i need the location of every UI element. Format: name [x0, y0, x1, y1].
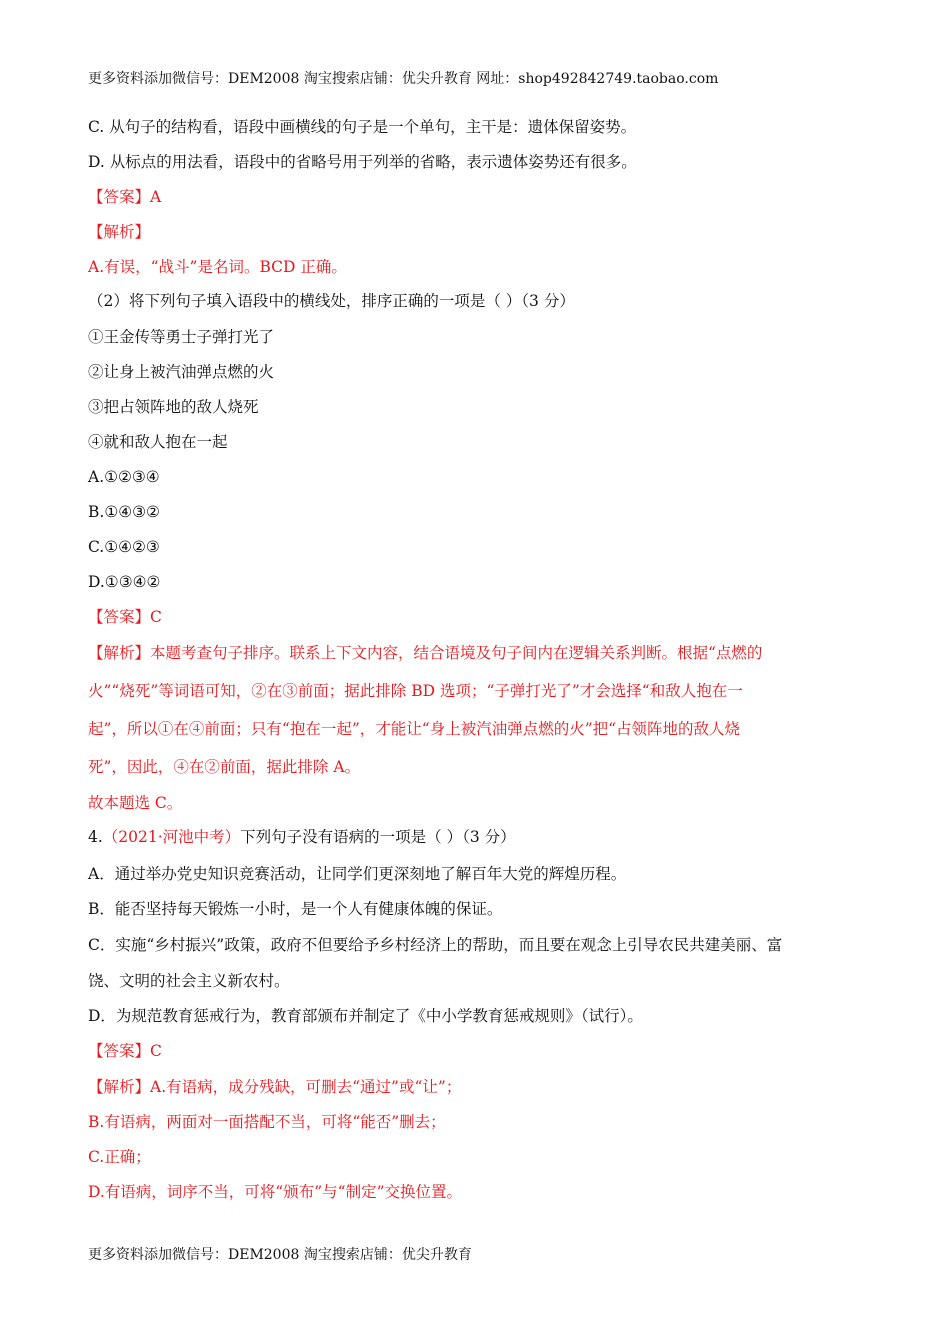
q3a-analysis-label: 【解析】 [88, 223, 151, 241]
q3b-sentence-4: ④就和敌人抱在一起 [88, 433, 228, 451]
q3b-analysis-line-1: 【解析】本题考查句子排序。联系上下文内容，结合语境及句子间内在逻辑关系判断。根据“点燃的 [88, 644, 763, 662]
q4-option-b: B．能否坚持每天锻炼一小时，是一个人有健康体魄的保证。 [88, 900, 503, 918]
q3b-analysis-line-3: 起”，所以①在④前面；只有“抱在一起”，才能让“身上被汽油弹点燃的火”把“占领阵地的敌人烧 [88, 720, 741, 738]
q4-stem: 下列句子没有语病的一项是（ ）（3 分） [240, 828, 516, 846]
q4-option-a: A．通过举办党史知识竞赛活动，让同学们更深刻地了解百年大党的辉煌历程。 [88, 865, 627, 883]
q4-analysis-line-2: B.有语病，两面对一面搭配不当，可将“能否”删去； [88, 1113, 446, 1131]
q4-analysis-line-4: D.有语病，词序不当，可将“颁布”与“制定”交换位置。 [88, 1183, 462, 1201]
q3b-sentence-2: ②让身上被汽油弹点燃的火 [88, 363, 275, 381]
q3a-option-d: D. 从标点的用法看，语段中的省略号用于列举的省略，表示遗体姿势还有很多。 [88, 153, 637, 171]
q3b-conclusion: 故本题选 C。 [88, 794, 183, 812]
q4-analysis-line-3: C.正确； [88, 1148, 151, 1166]
q4-source: （2021·河池中考） [102, 828, 241, 846]
q3b-sentence-3: ③把占领阵地的敌人烧死 [88, 398, 259, 416]
q3b-analysis-line-4: 死”，因此，④在②前面，据此排除 A。 [88, 758, 361, 776]
q3b-sentence-1: ①王金传等勇士子弹打光了 [88, 328, 275, 346]
q3b-analysis-line-2: 火”“烧死”等词语可知，②在③前面；据此排除 BD 选项；“子弹打光了”才会选择“和敌人抱在一 [88, 682, 743, 700]
q3b-option-b: B.①④③② [88, 503, 160, 521]
q4-option-d: D．为规范教育惩戒行为，教育部颁布并制定了《中小学教育惩戒规则》（试行）。 [88, 1007, 643, 1025]
page-header: 更多资料添加微信号：DEM2008 淘宝搜索店铺：优尖升教育 网址：shop492842749.taobao.com [88, 71, 719, 87]
q3a-answer: 【答案】A [88, 188, 162, 206]
q3b-answer: 【答案】C [88, 608, 162, 626]
q3a-option-c: C. 从句子的结构看，语段中画横线的句子是一个单句，主干是：遗体保留姿势。 [88, 118, 637, 136]
q4-option-c-line-1: C．实施“乡村振兴”政策，政府不但要给予乡村经济上的帮助，而且要在观念上引导农民共建美丽、富 [88, 936, 783, 954]
q3a-analysis: A.有误，“战斗”是名词。BCD 正确。 [88, 258, 347, 276]
q3b-option-a: A.①②③④ [88, 468, 160, 486]
q3b-stem: （2）将下列句子填入语段中的横线处，排序正确的一项是（ ）（3 分） [88, 292, 575, 310]
q3b-option-c: C.①④②③ [88, 538, 160, 556]
q4-option-c-line-2: 饶、文明的社会主义新农村。 [88, 972, 290, 990]
page-footer: 更多资料添加微信号：DEM2008 淘宝搜索店铺：优尖升教育 [88, 1247, 472, 1263]
q4-answer: 【答案】C [88, 1042, 162, 1060]
q4-number: 4. [88, 828, 103, 846]
q4-analysis-line-1: 【解析】A.有语病，成分残缺，可删去“通过”或“让”； [88, 1078, 462, 1096]
q3b-option-d: D.①③④② [88, 573, 161, 591]
q4-stem-line [88, 826, 870, 848]
